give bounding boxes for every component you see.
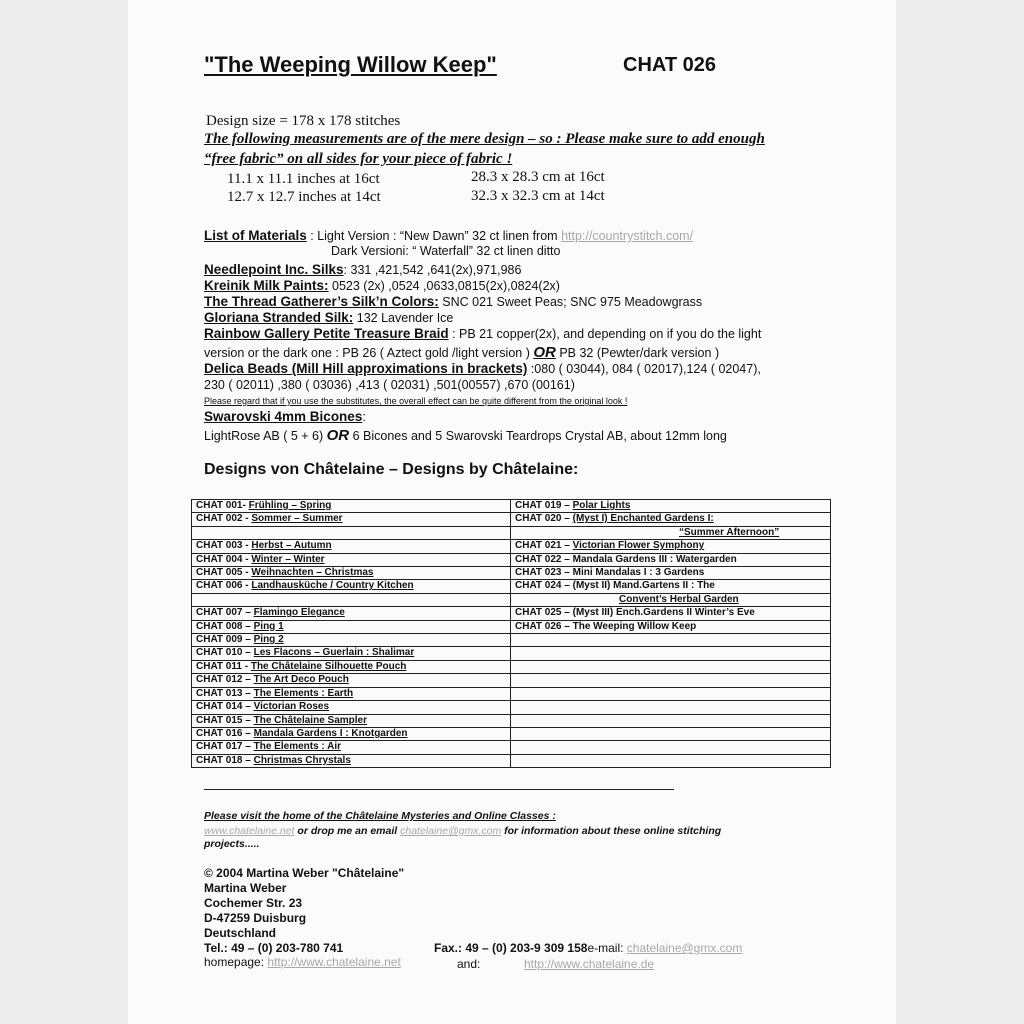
design-code: CHAT 017 – [196, 741, 254, 753]
design-name: Frühling – Spring [248, 500, 332, 511]
designs-table-row [192, 580, 831, 593]
needlepoint-silks: Needlepoint Inc. Silks: 331 ,421,542 ,641(2x),971,986 [204, 262, 522, 277]
and-label: and: [457, 957, 481, 971]
design-cell-left [192, 526, 511, 539]
homepage-line: homepage: http://www.chatelaine.net [204, 955, 401, 969]
design-cell-right [511, 634, 831, 647]
delica-beads: Delica Beads (Mill Hill approximations in brackets) :080 ( 03044), 084 ( 02017),124 ( 02047), [204, 361, 761, 376]
country: Deutschland [204, 926, 277, 940]
designs-table-row [192, 607, 831, 620]
street-address: Cochemer Str. 23 [204, 896, 303, 910]
design-name: Christmas Chrystals [253, 754, 351, 766]
design-cell-left [192, 674, 511, 687]
materials-light-version: List of Materials : Light Version : “New Dawn” 32 ct linen from http://countrystitch.com/ [204, 228, 694, 243]
design-name: Ping 2 [253, 634, 284, 646]
author-name: Martina Weber [204, 881, 287, 895]
designs-table-row [192, 687, 831, 700]
designs-table-row [192, 660, 831, 673]
design-cell-left [192, 513, 511, 526]
design-code: CHAT 003 - [196, 540, 252, 552]
design-cell-left [192, 727, 511, 740]
design-name: Victorian Roses [253, 701, 330, 713]
design-cell-right [511, 500, 831, 513]
gloriana-silk: Gloriana Stranded Silk: 132 Lavender Ice [204, 310, 454, 325]
design-cell-left [192, 754, 511, 767]
rainbow-braid-versions: version or the dark one : PB 26 ( Aztect gold /light version ) OR PB 32 (Pewter/dark version ) [204, 344, 720, 361]
design-cell-right [511, 701, 831, 714]
telephone: Tel.: 49 – (0) 203-780 741 [204, 941, 344, 955]
design-cell-left [192, 540, 511, 553]
fax-email-line: Fax.: 49 – (0) 203-9 309 158e-mail: chatelaine@gmx.com [434, 941, 743, 955]
design-cell-left [192, 634, 511, 647]
swarovski-label-line: Swarovski 4mm Bicones: [204, 409, 366, 424]
visit-projects: projects..... [204, 838, 260, 850]
designs-table-row [192, 567, 831, 580]
design-code: CHAT 004 - [196, 553, 252, 565]
design-name: Winter – Winter [251, 553, 325, 565]
design-code: CHAT 022 – Mandala Gardens III : Watergarden [515, 553, 737, 565]
design-cell-left [192, 553, 511, 566]
design-code: CHAT 021 – [515, 540, 573, 552]
pattern-title: "The Weeping Willow Keep" [204, 52, 497, 77]
designs-table-row [192, 727, 831, 740]
designs-table-row [192, 754, 831, 767]
design-cell-right [511, 580, 831, 593]
designs-table [191, 499, 831, 768]
design-name: Victorian Flower Symphony [572, 540, 705, 552]
design-cell-right [511, 727, 831, 740]
design-name: Herbst – Autumn [251, 540, 332, 552]
designs-table-row [192, 741, 831, 754]
design-code: CHAT 020 – [515, 513, 573, 525]
design-code: CHAT 015 – [196, 714, 254, 726]
design-name: Polar Lights [572, 500, 631, 511]
design-code: CHAT 011 - [196, 660, 251, 672]
substitutes-warning: Please regard that if you use the substitutes, the overall effect can be quite different from the original look ! [204, 396, 628, 406]
measurement-inches-16ct: 11.1 x 11.1 inches at 16ct [227, 171, 380, 187]
design-cell-right [511, 567, 831, 580]
design-name: Sommer – Summer [251, 513, 343, 525]
design-cell-left [192, 701, 511, 714]
pattern-code: CHAT 026 [623, 54, 716, 76]
design-name: Convent’s Herbal Garden [619, 593, 739, 605]
design-cell-right [511, 607, 831, 620]
design-cell-right [511, 553, 831, 566]
measurement-cm-14ct: 32.3 x 32.3 cm at 14ct [471, 188, 605, 204]
visit-text: Please visit the home of the Châtelaine Mysteries and Online Classes : [204, 810, 556, 822]
visit-links-line: www.chatelaine.net or drop me an email chatelaine@gmx.com for information about these online stitching [204, 825, 722, 837]
design-cell-right [511, 526, 831, 539]
design-name: Ping 1 [253, 620, 284, 632]
design-cell-left [192, 500, 511, 513]
design-name: Flamingo Elegance [253, 607, 345, 619]
design-cell-right [511, 687, 831, 700]
design-name: Landhausküche / Country Kitchen [251, 580, 414, 592]
design-code: CHAT 010 – [196, 647, 254, 659]
swarovski-bicones: LightRose AB ( 5 + 6) OR 6 Bicones and 5 Swarovski Teardrops Crystal AB, about 12mm long [204, 427, 727, 444]
designs-table-row [192, 500, 831, 513]
fabric-note-line-1: The following measurements are of the mere design – so : Please make sure to add enough [204, 131, 765, 147]
design-code: CHAT 013 – [196, 687, 254, 699]
design-code: CHAT 001- [196, 500, 249, 511]
designs-table-row [192, 526, 831, 539]
design-name: The Art Deco Pouch [253, 674, 349, 686]
design-cell-left [192, 567, 511, 580]
design-name: The Elements : Earth [253, 687, 354, 699]
design-code: CHAT 007 – [196, 607, 254, 619]
design-cell-right [511, 674, 831, 687]
designs-table-row [192, 540, 831, 553]
kreinik-paints: Kreinik Milk Paints: 0523 (2x) ,0524 ,0633,0815(2x),0824(2x) [204, 278, 560, 293]
design-name: Weihnachten – Christmas [251, 567, 374, 579]
design-cell-right [511, 540, 831, 553]
design-cell-left [192, 741, 511, 754]
designs-table-row [192, 634, 831, 647]
measurement-cm-16ct: 28.3 x 28.3 cm at 16ct [471, 169, 605, 185]
design-code: CHAT 005 - [196, 567, 252, 579]
city-address: D-47259 Duisburg [204, 911, 307, 925]
design-cell-right [511, 647, 831, 660]
design-cell-right [511, 741, 831, 754]
design-name: Mandala Gardens I : Knotgarden [253, 727, 408, 739]
design-size: Design size = 178 x 178 stitches [206, 113, 401, 129]
divider [204, 789, 674, 790]
design-code: CHAT 018 – [196, 754, 254, 766]
design-code: CHAT 024 – (Myst II) Mand.Gartens II : The [515, 580, 715, 592]
delica-beads-line-2: 230 ( 02011) ,380 ( 03036) ,413 ( 02031) ,501(00557) ,670 (00161) [204, 378, 575, 392]
design-name: The Châtelaine Sampler [253, 714, 367, 726]
design-code: CHAT 026 – The Weeping Willow Keep [515, 620, 697, 632]
design-cell-left [192, 580, 511, 593]
design-cell-right [511, 513, 831, 526]
designs-heading: Designs von Châtelaine – Designs by Châtelaine: [204, 461, 579, 478]
contact-email-link[interactable]: chatelaine@gmx.com [626, 941, 743, 955]
measurement-inches-14ct: 12.7 x 12.7 inches at 14ct [227, 189, 381, 205]
designs-table-row [192, 647, 831, 660]
design-code: CHAT 016 – [196, 727, 254, 739]
designs-table-row [192, 513, 831, 526]
designs-table-row [192, 701, 831, 714]
copyright: © 2004 Martina Weber "Châtelaine" [204, 866, 405, 880]
chatelaine-net-link[interactable]: www.chatelaine.net [204, 825, 295, 837]
design-name: Les Flacons – Guerlain : Shalimar [253, 647, 415, 659]
design-cell-left [192, 593, 511, 606]
design-code: CHAT 019 – [515, 500, 573, 511]
design-code: CHAT 025 – (Myst III) Ench.Gardens II Winter’s Eve [515, 607, 755, 619]
design-code: CHAT 006 - [196, 580, 252, 592]
design-cell-left [192, 714, 511, 727]
designs-table-row [192, 674, 831, 687]
design-code: CHAT 012 – [196, 674, 254, 686]
materials-label: List of Materials [204, 228, 307, 243]
design-code: CHAT 002 - [196, 513, 252, 525]
design-cell-right [511, 660, 831, 673]
design-cell-left [192, 620, 511, 633]
design-cell-right [511, 620, 831, 633]
thread-gatherer: The Thread Gatherer’s Silk’n Colors: SNC 021 Sweet Peas; SNC 975 Meadowgrass [204, 294, 703, 309]
design-cell-right [511, 714, 831, 727]
fabric-note-line-2: “free fabric” on all sides for your piece of fabric ! [204, 151, 513, 167]
materials-dark-version: Dark Versioni: “ Waterfall” 32 ct linen ditto [331, 244, 561, 258]
designs-table-row [192, 593, 831, 606]
design-cell-right [511, 593, 831, 606]
design-code: CHAT 023 – Mini Mandalas I : 3 Gardens [515, 567, 705, 579]
design-code: CHAT 014 – [196, 701, 254, 713]
designs-table-row [192, 714, 831, 727]
design-code: CHAT 008 – [196, 620, 254, 632]
homepage-link[interactable]: http://www.chatelaine.net [267, 955, 401, 969]
design-code: CHAT 009 – [196, 634, 254, 646]
rainbow-braid: Rainbow Gallery Petite Treasure Braid : PB 21 copper(2x), and depending on if you do the light [204, 326, 762, 341]
design-name: “Summer Afternoon” [679, 526, 780, 538]
designs-table-row [192, 620, 831, 633]
design-cell-left [192, 647, 511, 660]
countrystitch-link[interactable]: http://countrystitch.com/ [561, 229, 694, 243]
design-cell-right [511, 754, 831, 767]
designs-table-row [192, 553, 831, 566]
homepage-2-link[interactable]: http://www.chatelaine.de [524, 957, 655, 971]
design-name: The Châtelaine Silhouette Pouch [250, 660, 407, 672]
design-cell-left [192, 660, 511, 673]
design-cell-left [192, 607, 511, 620]
design-cell-left [192, 687, 511, 700]
email-link[interactable]: chatelaine@gmx.com [400, 825, 502, 837]
design-name: The Elements : Air [253, 741, 342, 753]
design-name: (Myst I) Enchanted Gardens I: [572, 513, 714, 525]
